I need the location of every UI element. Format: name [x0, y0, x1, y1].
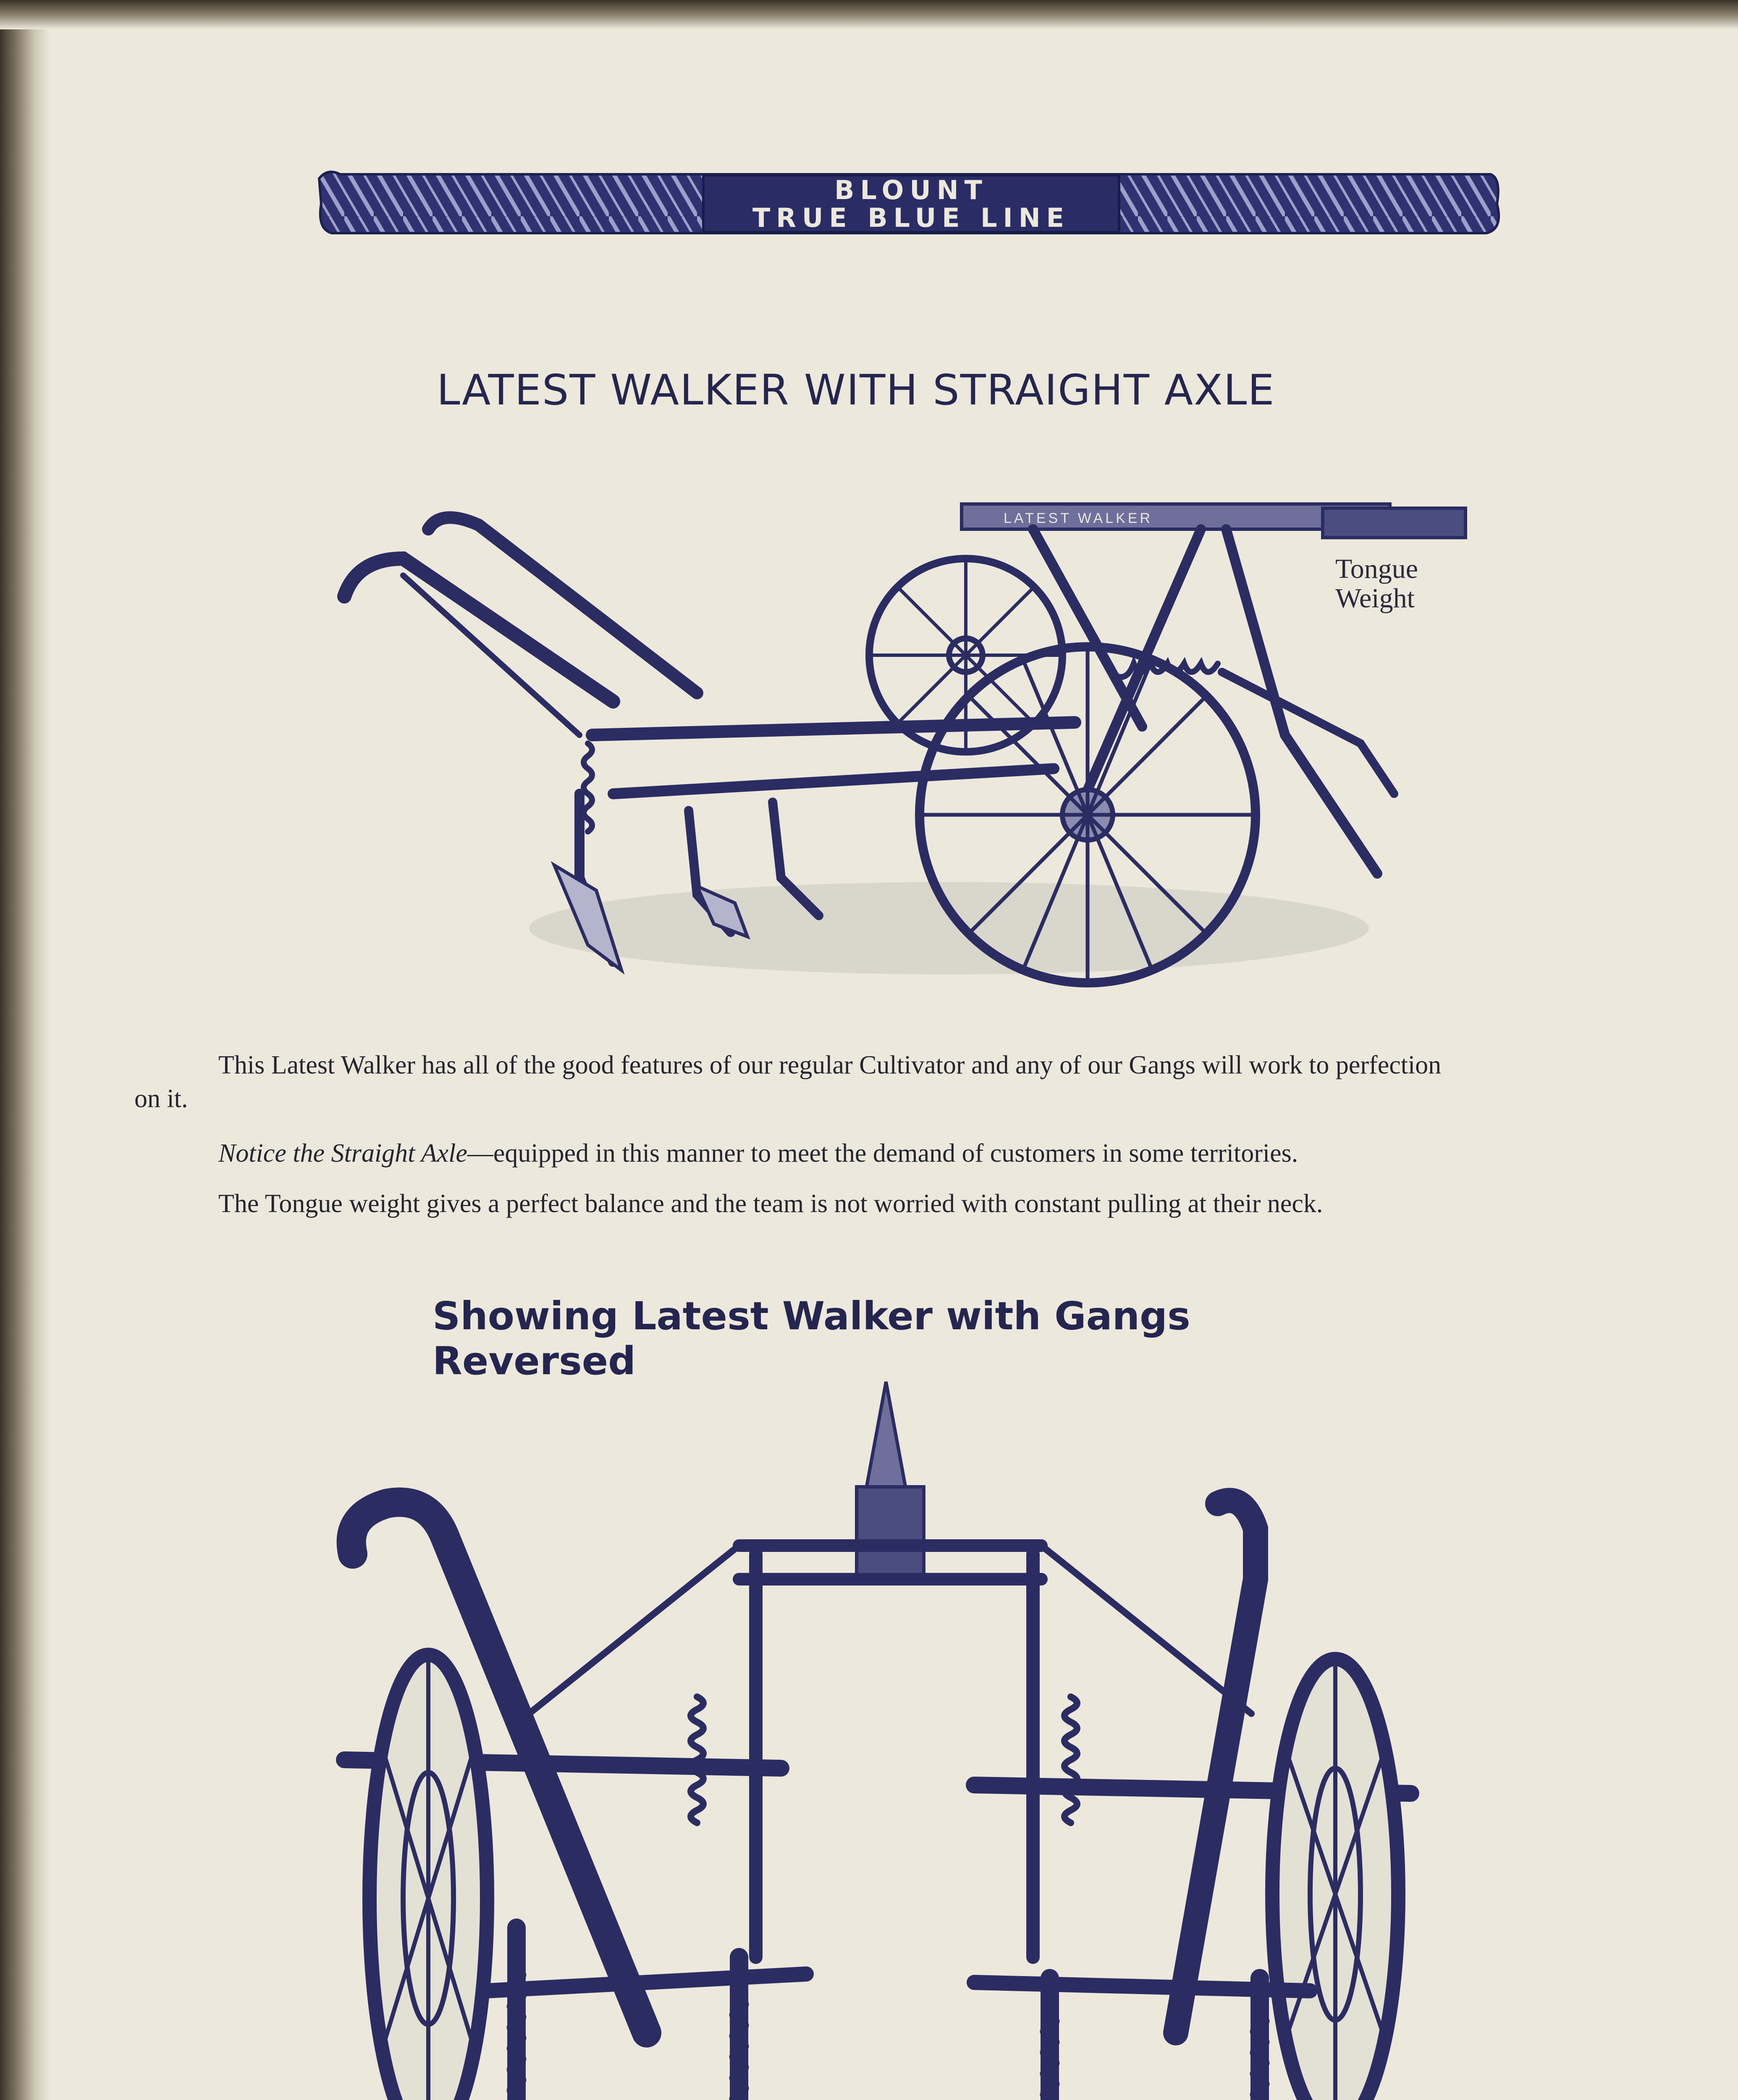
paragraph-3: The Tongue weight gives a perfect balance and the team is not worried with constant pulling at their neck.	[218, 1189, 1323, 1218]
gangs-reversed-illustration	[319, 1369, 1436, 2100]
paragraph-1-line-1: This Latest Walker has all of the good features of our regular Cultivator and any of our Gangs will work to perfection	[218, 1051, 1442, 1079]
paragraph-2	[218, 1138, 1730, 1168]
tongue-label-line-2: Weight	[1335, 583, 1415, 614]
paragraph-1-line-2: on it.	[134, 1084, 188, 1113]
section-title-straight-axle: LATEST WALKER WITH STRAIGHT AXLE	[437, 365, 1275, 415]
banner-label	[703, 176, 1119, 233]
page-top-edge	[0, 0, 1738, 29]
frame-lettering: LATEST WALKER	[1004, 510, 1153, 526]
paragraph-2-italic: Notice the Straight Axle	[218, 1139, 467, 1168]
walker-cultivator-illustration	[319, 475, 1470, 1000]
tongue-weight-label	[1335, 554, 1453, 613]
paragraph-2-rest: —equipped in this manner to meet the demand of customers in some territories.	[467, 1139, 1298, 1168]
section-title-gangs-reversed: Showing Latest Walker with Gangs Reversed	[433, 1294, 1190, 1383]
tongue-label-line-1: Tongue	[1335, 554, 1418, 584]
banner-line-2: TRUE BLUE LINE	[752, 202, 1070, 233]
book-binding-shadow	[0, 0, 50, 2100]
banner-line-1: BLOUNT	[834, 175, 988, 205]
